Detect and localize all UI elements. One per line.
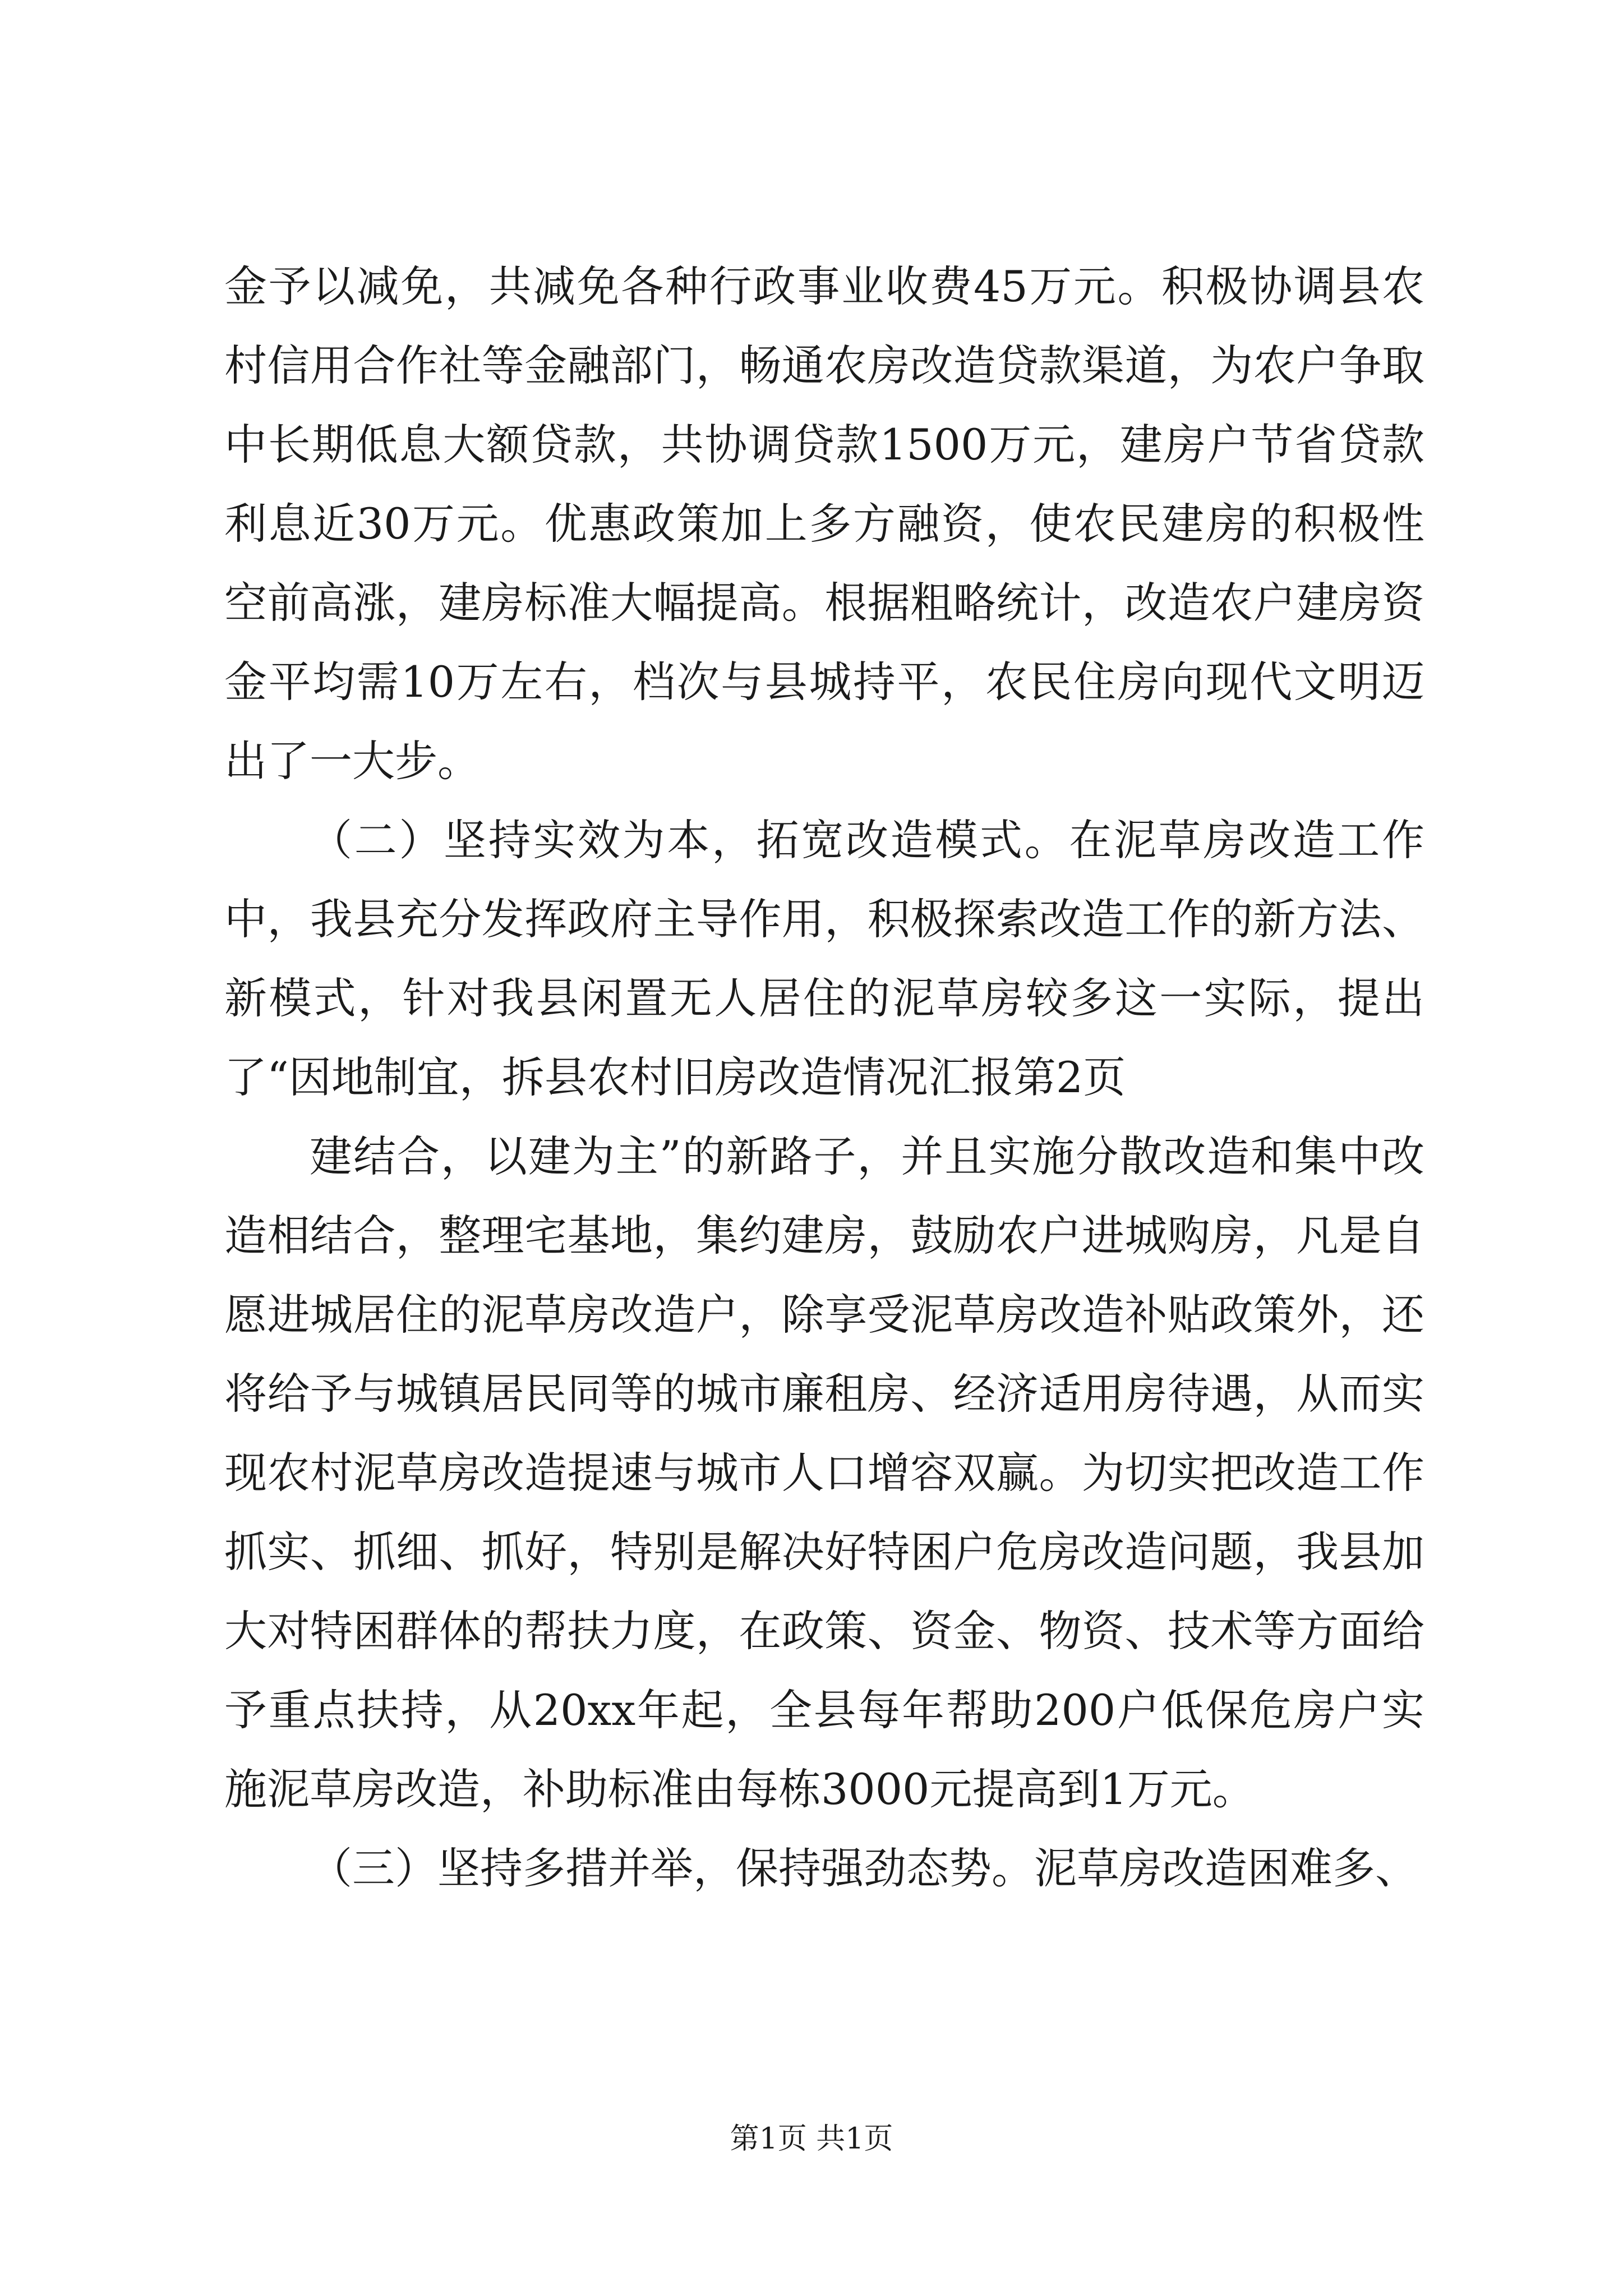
paragraph-1: 金予以减免，共减免各种行政事业收费45万元。积极协调县农村信用合作社等金融部门，畅通农房改造贷款渠道，为农户争取中长期低息大额贷款，共协调贷款1500万元，建房户节省贷款利息近30万元。优惠政策加上多方融资，使农民建房的积极性空前高涨，建房标准大幅提高。根据粗略统计，改造农户建房资金平均需10万左右，档次与县城持平，农民住房向现代文明迈出了一大步。 — [224, 261, 1424, 786]
page-footer: 第1页 共1页 — [730, 2122, 893, 2156]
paragraph-4: （三）坚持多措并举，保持强劲态势。泥草房改造困难多、 — [310, 1843, 1418, 1893]
paragraph-2: （二）坚持实效为本，拓宽改造模式。在泥草房改造工作中，我县充分发挥政府主导作用，积极探索改造工作的新方法、新模式，针对我县闲置无人居住的泥草房较多这一实际，提出了“因地制宜，拆县农村旧房改造情况汇报第2页 — [224, 815, 1424, 1102]
paragraph-3: 建结合，以建为主”的新路子，并且实施分散改造和集中改造相结合，整理宅基地，集约建房，鼓励农户进城购房，凡是自愿进城居住的泥草房改造户，除享受泥草房改造补贴政策外，还将给予与城镇居民同等的城市廉租房、经济适用房待遇，从而实现农村泥草房改造提速与城市人口增容双赢。为切实把改造工作抓实、抓细、抓好，特别是解决好特困户危房改造问题，我县加大对特困群体的帮扶力度，在政策、资金、物资、技术等方面给予重点扶持，从20xx年起，全县每年帮助200户低保危房户实施泥草房改造，补助标准由每栋3000元提高到1万元。 — [224, 1131, 1424, 1814]
document-body — [224, 247, 1424, 1908]
